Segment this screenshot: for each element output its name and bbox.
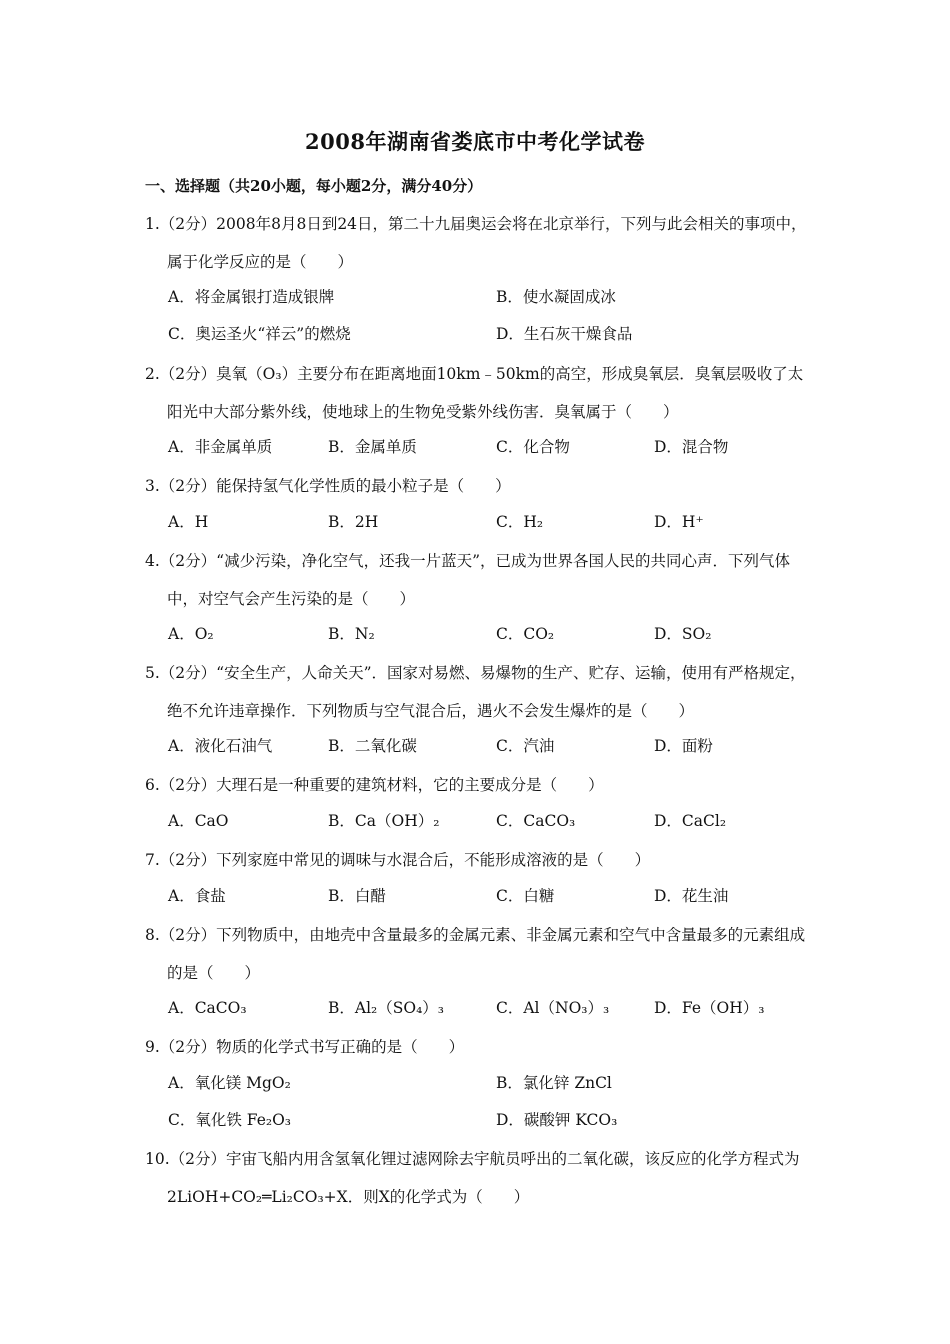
option-d: D．混合物 (654, 438, 729, 456)
option-c: C．奥运圣火“祥云”的燃烧 (168, 325, 351, 343)
option-b: B．2H (328, 513, 379, 531)
option-a: A．食盐 (168, 887, 226, 905)
option-b: B．使水凝固成冰 (496, 288, 616, 306)
option-c: C．CO₂ (496, 625, 555, 643)
question-2 (145, 356, 815, 431)
option-d: D．H⁺ (654, 513, 704, 531)
option-b: B．N₂ (328, 625, 375, 643)
option-a: A．O₂ (168, 625, 214, 643)
option-a: A．氧化镁 MgO₂ (168, 1074, 291, 1092)
option-c: C．汽油 (496, 737, 555, 755)
section-heading: 一、选择题（共20小题，每小题2分，满分40分） (145, 177, 483, 195)
question-4 (145, 543, 815, 618)
question-7 (145, 842, 815, 880)
question-2-options (168, 435, 808, 465)
question-4-options (168, 622, 808, 652)
question-stem: 1.（2分）2008年8月8日到24日，第二十九届奥运会将在北京举行，下列与此会相关的事项中，属于化学反应的是（ ） (145, 215, 807, 271)
question-stem: 10.（2分）宇宙飞船内用含氢氧化锂过滤网除去宇航员呼出的二氧化碳，该反应的化学方程式为2LiOH+CO₂═Li₂CO₃+X．则X的化学式为（ ） (145, 1150, 800, 1206)
question-10 (145, 1141, 815, 1216)
question-5 (145, 655, 815, 730)
question-8 (145, 917, 815, 992)
question-6-options (168, 809, 808, 839)
question-8-options (168, 996, 808, 1026)
option-c: C．CaCO₃ (496, 812, 576, 830)
question-3 (145, 468, 815, 506)
option-b: B．二氧化碳 (328, 737, 417, 755)
question-1-options-row-2 (168, 322, 808, 352)
question-stem: 7.（2分）下列家庭中常见的调味与水混合后，不能形成溶液的是（ ） (145, 851, 651, 869)
question-7-options (168, 884, 808, 914)
question-9 (145, 1029, 815, 1067)
option-d: D．SO₂ (654, 625, 712, 643)
question-stem: 3.（2分）能保持氢气化学性质的最小粒子是（ ） (145, 477, 511, 495)
option-c: C．化合物 (496, 438, 570, 456)
question-1-options-row-1 (168, 285, 808, 315)
option-c: C．白糖 (496, 887, 555, 905)
option-a: A．CaCO₃ (168, 999, 247, 1017)
question-3-options (168, 510, 808, 540)
option-a: A．非金属单质 (168, 438, 273, 456)
option-b: B．Ca（OH）₂ (328, 812, 440, 830)
question-stem: 9.（2分）物质的化学式书写正确的是（ ） (145, 1038, 465, 1056)
question-stem: 6.（2分）大理石是一种重要的建筑材料，它的主要成分是（ ） (145, 776, 604, 794)
question-stem: 8.（2分）下列物质中，由地壳中含量最多的金属元素、非金属元素和空气中含量最多的元素组成的是（ ） (145, 926, 806, 982)
option-b: B．金属单质 (328, 438, 417, 456)
exam-title: 2008年湖南省娄底市中考化学试卷 (305, 129, 645, 154)
option-a: A．将金属银打造成银牌 (168, 288, 335, 306)
question-6 (145, 767, 815, 805)
option-c: C．H₂ (496, 513, 544, 531)
option-c: C．Al（NO₃）₃ (496, 999, 610, 1017)
question-1 (145, 206, 815, 281)
option-b: B．氯化锌 ZnCl (496, 1074, 612, 1092)
question-9-options-row-2 (168, 1108, 808, 1138)
question-9-options-row-1 (168, 1071, 808, 1101)
question-5-options (168, 734, 808, 764)
option-a: A．液化石油气 (168, 737, 273, 755)
option-d: D．碳酸钾 KCO₃ (496, 1111, 618, 1129)
option-c: C．氧化铁 Fe₂O₃ (168, 1111, 292, 1129)
option-b: B．Al₂（SO₄）₃ (328, 999, 445, 1017)
option-a: A．CaO (168, 812, 229, 830)
question-stem: 5.（2分）“安全生产，人命关天”．国家对易燃、易爆物的生产、贮存、运输，使用有严格规定，绝不允许违章操作．下列物质与空气混合后，遇火不会发生爆炸的是（ ） (145, 664, 806, 720)
option-a: A．H (168, 513, 209, 531)
option-d: D．生石灰干燥食品 (496, 325, 633, 343)
option-b: B．白醋 (328, 887, 386, 905)
option-d: D．面粉 (654, 737, 713, 755)
option-d: D．CaCl₂ (654, 812, 727, 830)
option-d: D．花生油 (654, 887, 729, 905)
question-stem: 4.（2分）“减少污染，净化空气，还我一片蓝天”，已成为世界各国人民的共同心声．下列气体中，对空气会产生污染的是（ ） (145, 552, 791, 608)
question-stem: 2.（2分）臭氧（O₃）主要分布在距离地面10km﹣50km的高空，形成臭氧层．臭氧层吸收了太阳光中大部分紫外线，使地球上的生物免受紫外线伤害．臭氧属于（ ） (145, 365, 804, 421)
option-d: D．Fe（OH）₃ (654, 999, 765, 1017)
